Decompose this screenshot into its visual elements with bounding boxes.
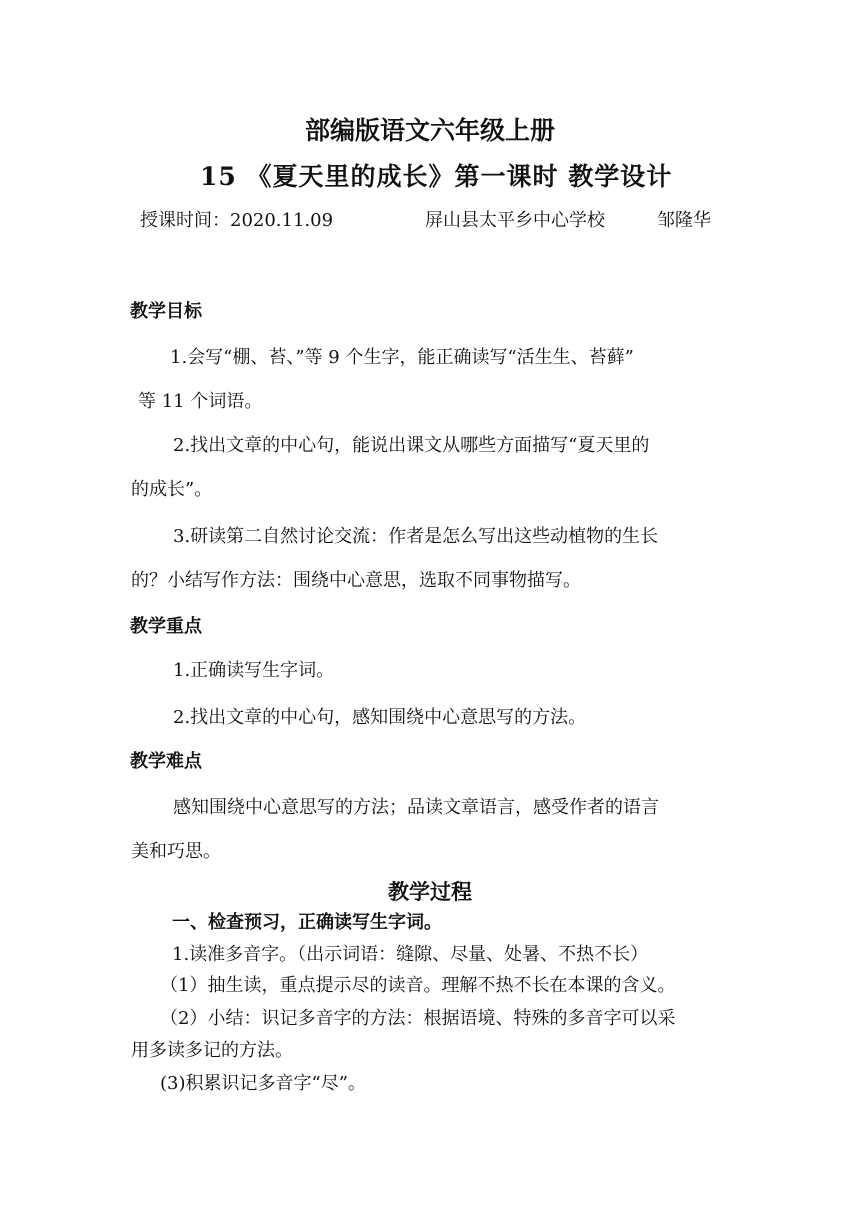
title-line-1: 部编版语文六年级上册 xyxy=(304,116,555,145)
process-line-1: 1.读准多音字。（出示词语：缝隙、尽量、处暑、不热不长） xyxy=(172,944,649,965)
key-point-1: 1.正确读写生字词。 xyxy=(173,660,335,681)
objective-3-line-2: 的？小结写作方法：围绕中心意思，选取不同事物描写。 xyxy=(131,570,581,591)
title-line-2: 15 《夏天里的成长》第一课时 教学设计 xyxy=(200,162,673,191)
objective-1-line-1: 1.会写“棚、苔、”等 9 个生字，能正确读写“活生生、苔藓” xyxy=(170,347,634,368)
lesson-date: 授课时间：2020.11.09 xyxy=(140,210,334,231)
difficulties-line-1: 感知围绕中心意思写的方法；品读文章语言，感受作者的语言 xyxy=(173,797,659,818)
key-points-heading: 教学重点 xyxy=(130,616,202,637)
process-line-5: (3)积累识记多音字“尽”。 xyxy=(160,1073,366,1094)
teacher-name: 邹隆华 xyxy=(657,210,711,231)
process-line-2: （1）抽生读，重点提示尽的读音。理解不热不长在本课的含义。 xyxy=(160,975,676,996)
process-heading: 教学过程 xyxy=(388,879,472,904)
key-point-2: 2.找出文章的中心句，感知围绕中心意思写的方法。 xyxy=(173,707,587,728)
difficulties-line-2: 美和巧思。 xyxy=(131,841,221,862)
process-line-4: 用多读多记的方法。 xyxy=(131,1040,293,1061)
objective-1-line-2: 等 11 个词语。 xyxy=(138,391,263,412)
process-step-1: 一、检查预习，正确读写生字词。 xyxy=(172,912,442,933)
objectives-heading: 教学目标 xyxy=(130,301,202,322)
difficulties-heading: 教学难点 xyxy=(130,751,202,772)
school-name: 屏山县太平乡中心学校 xyxy=(425,210,605,231)
objective-2-line-2: 的成长”。 xyxy=(131,479,213,500)
objective-3-line-1: 3.研读第二自然讨论交流：作者是怎么写出这些动植物的生长 xyxy=(173,526,659,547)
process-line-3: （2）小结：识记多音字的方法：根据语境、特殊的多音字可以采 xyxy=(160,1008,676,1029)
objective-2-line-1: 2.找出文章的中心句，能说出课文从哪些方面描写“夏天里的 xyxy=(173,435,650,456)
